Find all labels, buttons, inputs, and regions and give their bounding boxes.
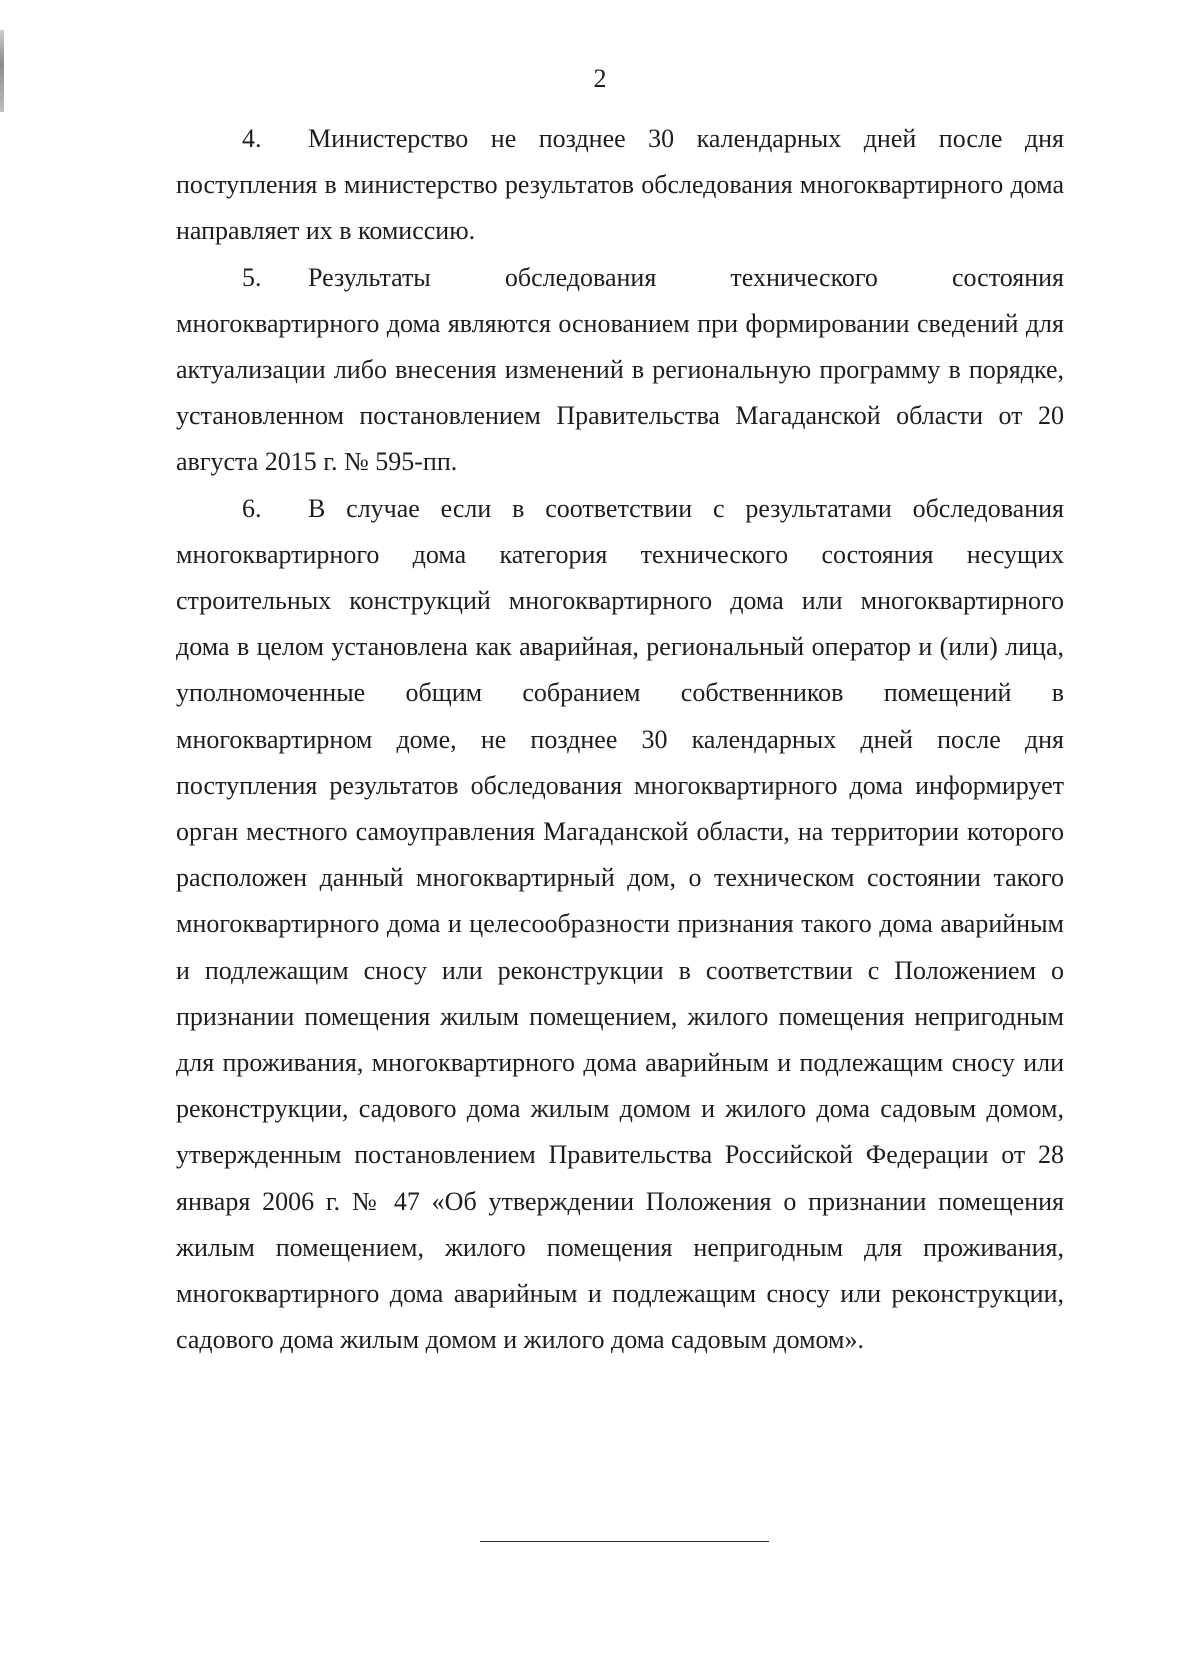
paragraph-text: Результаты обследования технического состояния многоквартирного дома являются основанием при формировании сведений для актуализации либо внесения изменений в региональную программу в порядке, установленном постановлением Правительства Магаданской области от 20 августа 2015 г. № 595-пп. xyxy=(176,262,1064,477)
end-of-document-rule xyxy=(480,1541,769,1542)
paragraph-number: 5. xyxy=(242,262,262,292)
document-body xyxy=(176,116,1064,1363)
paragraph-number: 6. xyxy=(242,493,262,523)
paragraph-number: 4. xyxy=(242,124,262,153)
paragraph-4 xyxy=(176,116,1064,255)
paragraph-text: В случае если в соответствии с результатами обследования многоквартирного дома категория технического состояния несущих строительных конструкций многоквартирного дома или многоквартирного дома в целом установлена как аварийная, региональный оператор и (или) лица, уполномоченные общим собранием собственников помещений в многоквартирном доме, не позднее 30 календарных дней после дня поступления результатов обследования многоквартирного дома информирует орган местного самоуправления Магаданской области, на территории которого расположен данный многоквартирный дом, о техническом состоянии такого многоквартирного дома и целесообразности признания такого дома аварийным и подлежащим сносу или реконструкции в соответствии с Положением о признании помещения жилым помещением, жилого помещения непригодным для проживания, многоквартирного дома аварийным и подлежащим сносу или реконструкции, садового дома жилым домом и жилого дома садовым домом, утвержденным постановлением Правительства Российской Федерации от 28 января 2006 г. № 47 «Об утверждении Положения о признании помещения жилым помещением, жилого помещения непригодным для проживания, многоквартирного дома аварийным и подлежащим сносу или реконструкции, садового дома жилым домом и жилого дома садовым домом». xyxy=(176,493,1064,1355)
page-number: 2 xyxy=(593,64,607,93)
paragraph-text: Министерство не позднее 30 календарных дней после дня поступления в министерство результатов обследования многоквартирного дома направляет их в комиссию. xyxy=(176,124,1064,246)
paragraph-5 xyxy=(176,255,1064,486)
paragraph-6 xyxy=(176,486,1064,1364)
